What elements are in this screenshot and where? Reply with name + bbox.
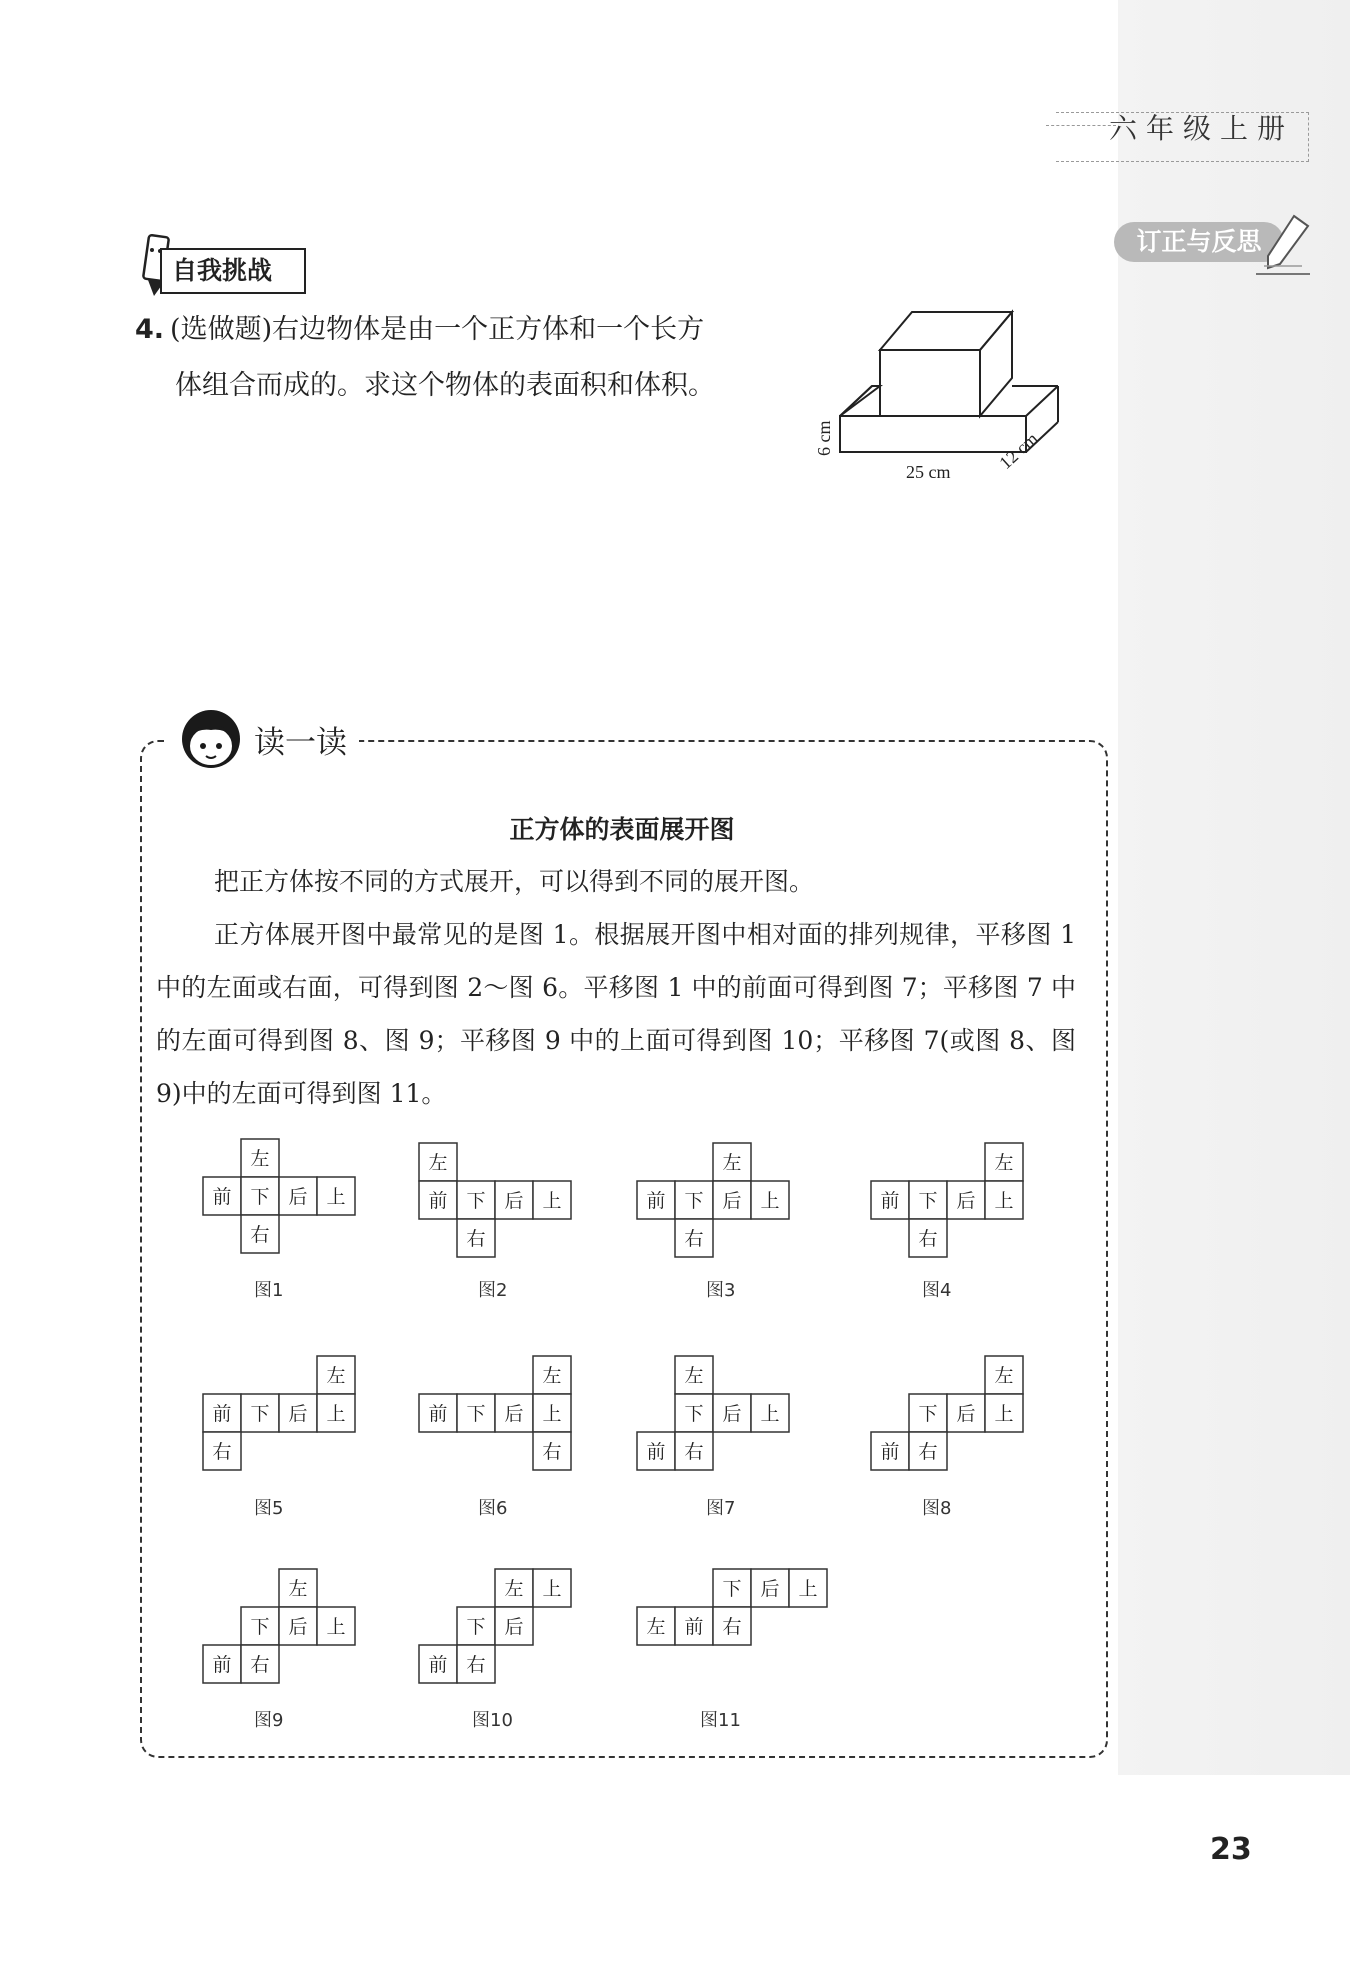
net-face-11-1 bbox=[713, 1569, 751, 1607]
net-face-9-5 bbox=[203, 1645, 241, 1683]
net-face-4-6 bbox=[909, 1219, 947, 1257]
cube-net-4 bbox=[870, 1142, 1062, 1262]
net-face-11-5 bbox=[675, 1607, 713, 1645]
cube-net-11 bbox=[636, 1568, 828, 1688]
net-face-11-3 bbox=[789, 1569, 827, 1607]
net-face-label: 下 bbox=[918, 1190, 938, 1212]
reading-paragraph-1: 把正方体按不同的方式展开，可以得到不同的展开图。 bbox=[214, 867, 815, 896]
net-face-4-1 bbox=[985, 1143, 1023, 1181]
net-face-1-5 bbox=[317, 1177, 355, 1215]
net-face-1-3 bbox=[241, 1177, 279, 1215]
net-face-3-1 bbox=[713, 1143, 751, 1181]
girl-avatar-icon bbox=[178, 706, 244, 772]
net-face-label: 右 bbox=[684, 1228, 704, 1250]
net-face-label: 左 bbox=[504, 1578, 524, 1600]
net-face-5-3 bbox=[241, 1394, 279, 1432]
net-face-8-5 bbox=[871, 1432, 909, 1470]
net-face-6-1 bbox=[533, 1356, 571, 1394]
net-face-label: 前 bbox=[212, 1186, 232, 1208]
net-face-3-5 bbox=[751, 1181, 789, 1219]
net-face-label: 后 bbox=[956, 1403, 976, 1425]
net-face-label: 前 bbox=[880, 1441, 900, 1463]
net-face-label: 左 bbox=[684, 1365, 704, 1387]
figure-label-6: 图6 bbox=[478, 1498, 508, 1519]
net-face-6-6 bbox=[533, 1432, 571, 1470]
net-face-label: 左 bbox=[428, 1152, 448, 1174]
net-face-4-4 bbox=[947, 1181, 985, 1219]
question-text-2: 体组合而成的。求这个物体的表面积和体积。 bbox=[175, 370, 715, 401]
net-face-label: 左 bbox=[326, 1365, 346, 1387]
net-face-8-2 bbox=[909, 1394, 947, 1432]
net-face-9-2 bbox=[241, 1607, 279, 1645]
net-face-label: 下 bbox=[684, 1403, 704, 1425]
net-face-10-5 bbox=[419, 1645, 457, 1683]
net-face-label: 上 bbox=[326, 1403, 346, 1425]
net-face-9-3 bbox=[279, 1607, 317, 1645]
reading-heading: 正方体的表面展开图 bbox=[509, 815, 735, 844]
net-face-1-4 bbox=[279, 1177, 317, 1215]
dim-width: 12 cm bbox=[995, 428, 1042, 473]
net-face-label: 前 bbox=[684, 1616, 704, 1638]
header-rule bbox=[1046, 125, 1116, 126]
net-face-5-4 bbox=[279, 1394, 317, 1432]
cube-net-8 bbox=[870, 1355, 1062, 1475]
net-face-5-2 bbox=[203, 1394, 241, 1432]
net-face-label: 右 bbox=[918, 1441, 938, 1463]
net-face-label: 后 bbox=[722, 1403, 742, 1425]
net-face-label: 右 bbox=[684, 1441, 704, 1463]
net-face-label: 左 bbox=[250, 1148, 270, 1170]
question-number: 4. bbox=[135, 314, 165, 345]
net-face-2-5 bbox=[533, 1181, 571, 1219]
net-face-label: 后 bbox=[504, 1190, 524, 1212]
cube-net-2 bbox=[418, 1142, 610, 1262]
net-face-label: 上 bbox=[326, 1186, 346, 1208]
net-face-2-2 bbox=[419, 1181, 457, 1219]
net-face-label: 上 bbox=[760, 1190, 780, 1212]
figure-label-4: 图4 bbox=[922, 1280, 952, 1301]
net-face-6-5 bbox=[533, 1394, 571, 1432]
correction-badge bbox=[1114, 218, 1304, 274]
net-face-1-6 bbox=[241, 1215, 279, 1253]
net-face-11-2 bbox=[751, 1569, 789, 1607]
net-face-10-2 bbox=[533, 1569, 571, 1607]
correction-label: 订正与反思 bbox=[1114, 222, 1284, 262]
net-face-label: 下 bbox=[250, 1616, 270, 1638]
net-face-label: 前 bbox=[428, 1190, 448, 1212]
net-face-4-5 bbox=[985, 1181, 1023, 1219]
net-face-9-4 bbox=[317, 1607, 355, 1645]
net-face-label: 上 bbox=[798, 1578, 818, 1600]
net-face-4-2 bbox=[871, 1181, 909, 1219]
net-face-7-1 bbox=[675, 1356, 713, 1394]
cube-net-9 bbox=[202, 1568, 394, 1688]
net-face-label: 右 bbox=[918, 1228, 938, 1250]
grade-header bbox=[1056, 112, 1309, 162]
dim-length: 25 cm bbox=[906, 462, 951, 482]
figure-label-5: 图5 bbox=[254, 1498, 284, 1519]
grade-label: 六年级上册 bbox=[1108, 112, 1294, 145]
net-face-label: 下 bbox=[466, 1616, 486, 1638]
figure-label-3: 图3 bbox=[706, 1280, 736, 1301]
net-face-2-4 bbox=[495, 1181, 533, 1219]
net-face-label: 后 bbox=[722, 1190, 742, 1212]
net-face-label: 上 bbox=[994, 1190, 1014, 1212]
net-face-label: 后 bbox=[288, 1616, 308, 1638]
net-face-10-3 bbox=[457, 1607, 495, 1645]
dim-height: 6 cm bbox=[814, 420, 834, 456]
net-face-label: 前 bbox=[646, 1190, 666, 1212]
figure-label-9: 图9 bbox=[254, 1710, 284, 1731]
figure-label-11: 图11 bbox=[700, 1710, 741, 1731]
net-face-3-2 bbox=[637, 1181, 675, 1219]
question-text-1: (选做题)右边物体是由一个正方体和一个长方 bbox=[170, 314, 705, 345]
net-face-label: 右 bbox=[250, 1224, 270, 1246]
net-face-7-2 bbox=[675, 1394, 713, 1432]
figure-label-7: 图7 bbox=[706, 1498, 736, 1519]
net-face-5-5 bbox=[317, 1394, 355, 1432]
margin-shade-bottom bbox=[1118, 1775, 1350, 1961]
net-face-label: 下 bbox=[466, 1403, 486, 1425]
net-face-label: 右 bbox=[250, 1654, 270, 1676]
cube-net-7 bbox=[636, 1355, 828, 1475]
figure-label-8: 图8 bbox=[922, 1498, 952, 1519]
net-face-2-6 bbox=[457, 1219, 495, 1257]
net-face-7-5 bbox=[637, 1432, 675, 1470]
net-face-label: 上 bbox=[542, 1190, 562, 1212]
net-face-label: 前 bbox=[880, 1190, 900, 1212]
net-face-6-2 bbox=[419, 1394, 457, 1432]
net-face-label: 前 bbox=[212, 1654, 232, 1676]
net-face-3-3 bbox=[675, 1181, 713, 1219]
margin-shade bbox=[1118, 0, 1350, 1961]
net-face-label: 前 bbox=[212, 1403, 232, 1425]
net-face-label: 后 bbox=[760, 1578, 780, 1600]
figure-label-1: 图1 bbox=[254, 1280, 284, 1301]
net-face-label: 右 bbox=[466, 1654, 486, 1676]
question-4 bbox=[135, 302, 815, 414]
net-face-9-6 bbox=[241, 1645, 279, 1683]
net-face-label: 前 bbox=[646, 1441, 666, 1463]
net-face-label: 左 bbox=[994, 1365, 1014, 1387]
net-face-label: 后 bbox=[504, 1616, 524, 1638]
net-face-3-4 bbox=[713, 1181, 751, 1219]
net-face-1-2 bbox=[203, 1177, 241, 1215]
net-face-10-6 bbox=[457, 1645, 495, 1683]
net-face-label: 前 bbox=[428, 1654, 448, 1676]
net-face-1-1 bbox=[241, 1139, 279, 1177]
net-face-label: 下 bbox=[722, 1578, 742, 1600]
net-face-label: 后 bbox=[288, 1403, 308, 1425]
net-face-label: 上 bbox=[760, 1403, 780, 1425]
net-face-label: 右 bbox=[466, 1228, 486, 1250]
net-face-6-4 bbox=[495, 1394, 533, 1432]
net-face-5-6 bbox=[203, 1432, 241, 1470]
net-face-11-6 bbox=[713, 1607, 751, 1645]
net-face-3-6 bbox=[675, 1219, 713, 1257]
net-face-label: 后 bbox=[504, 1403, 524, 1425]
net-face-label: 下 bbox=[918, 1403, 938, 1425]
net-face-10-4 bbox=[495, 1607, 533, 1645]
net-face-2-1 bbox=[419, 1143, 457, 1181]
cube-net-1 bbox=[202, 1138, 394, 1258]
net-face-10-1 bbox=[495, 1569, 533, 1607]
net-face-label: 下 bbox=[250, 1186, 270, 1208]
net-face-9-1 bbox=[279, 1569, 317, 1607]
page-number: 23 bbox=[1210, 1832, 1252, 1867]
net-face-8-1 bbox=[985, 1356, 1023, 1394]
net-face-7-6 bbox=[675, 1432, 713, 1470]
composite-solid-figure bbox=[808, 300, 1068, 494]
net-face-11-4 bbox=[637, 1607, 675, 1645]
cube-net-3 bbox=[636, 1142, 828, 1262]
net-face-label: 左 bbox=[646, 1616, 666, 1638]
self-challenge-label: 自我挑战 bbox=[160, 248, 306, 294]
net-face-8-4 bbox=[985, 1394, 1023, 1432]
net-face-6-3 bbox=[457, 1394, 495, 1432]
cube-net-5 bbox=[202, 1355, 394, 1475]
net-face-label: 下 bbox=[250, 1403, 270, 1425]
reading-paragraph-2: 正方体展开图中最常见的是图 1。根据展开图中相对面的排列规律，平移图 1 中的左面或右面，可得到图 2～图 6。平移图 1 中的前面可得到图 7；平移图 7 中的左面可得到图 8、图 9；平移图 9 中的上面可得到图 10；平移图 7(或图 8、图 9)中的左面可得到图 11。 bbox=[156, 920, 1076, 1108]
pencil-icon bbox=[1254, 212, 1314, 282]
net-face-label: 上 bbox=[994, 1403, 1014, 1425]
net-face-label: 左 bbox=[288, 1578, 308, 1600]
net-face-label: 上 bbox=[326, 1616, 346, 1638]
net-face-label: 下 bbox=[684, 1190, 704, 1212]
question-line-1 bbox=[135, 302, 815, 358]
cube-net-6 bbox=[418, 1355, 610, 1475]
net-face-label: 后 bbox=[956, 1190, 976, 1212]
net-face-7-3 bbox=[713, 1394, 751, 1432]
net-face-label: 右 bbox=[542, 1441, 562, 1463]
figure-label-2: 图2 bbox=[478, 1280, 508, 1301]
net-face-label: 上 bbox=[542, 1578, 562, 1600]
net-face-label: 前 bbox=[428, 1403, 448, 1425]
net-face-7-4 bbox=[751, 1394, 789, 1432]
net-face-label: 左 bbox=[722, 1152, 742, 1174]
net-face-label: 上 bbox=[542, 1403, 562, 1425]
figure-label-10: 图10 bbox=[472, 1710, 513, 1731]
net-face-label: 右 bbox=[722, 1616, 742, 1638]
net-face-label: 左 bbox=[994, 1152, 1014, 1174]
reading-title: 读一读 bbox=[254, 724, 347, 761]
net-face-label: 后 bbox=[288, 1186, 308, 1208]
net-face-5-1 bbox=[317, 1356, 355, 1394]
net-face-4-3 bbox=[909, 1181, 947, 1219]
net-face-label: 下 bbox=[466, 1190, 486, 1212]
net-face-label: 左 bbox=[542, 1365, 562, 1387]
net-face-label: 右 bbox=[212, 1441, 232, 1463]
net-face-8-6 bbox=[909, 1432, 947, 1470]
net-face-2-3 bbox=[457, 1181, 495, 1219]
cube-net-10 bbox=[418, 1568, 610, 1688]
net-face-8-3 bbox=[947, 1394, 985, 1432]
reading-header bbox=[166, 706, 359, 772]
